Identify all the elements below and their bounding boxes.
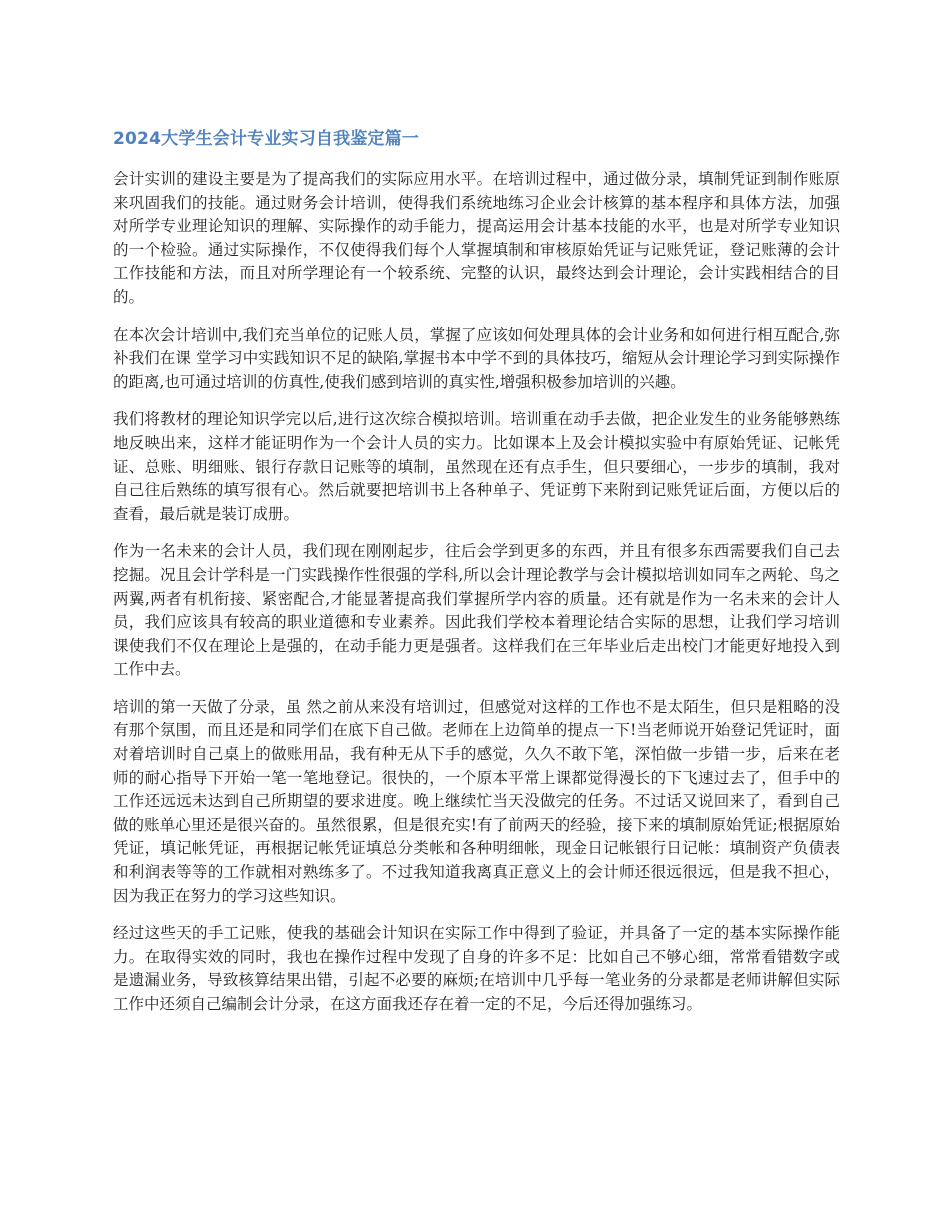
paragraph-4: 作为一名未来的会计人员，我们现在刚刚起步，往后会学到更多的东西，并且有很多东西需要我们自己去挖掘。况且会计学科是一门实践操作性很强的学科,所以会计理论教学与会计模拟培训如同车之两轮、鸟之两翼,两者有机衔接、紧密配合,才能显著提高我们掌握所学内容的质量。还有就是作为一名未来的会计人员，我们应该具有较高的职业道德和专业素养。因此我们学校本着理论结合实际的思想，让我们学习培训课使我们不仅在理论上是强的，在动手能力更是强者。这样我们在三年毕业后走出校门才能更好地投入到工作中去。 bbox=[113, 542, 840, 679]
document-page bbox=[113, 126, 840, 1031]
paragraph-5: 培训的第一天做了分录，虽 然之前从来没有培训过，但感觉对这样的工作也不是太陌生，但只是粗略的没有那个氛围，而且还是和同学们在底下自己做。老师在上边简单的提点一下!当老师说开始登记凭证时，面对着培训时自己桌上的做账用品，我有种无从下手的感觉，久久不敢下笔，深怕做一步错一步，后来在老师的耐心指导下开始一笔一笔地登记。很快的，一个原本平常上课都觉得漫长的下飞速过去了，但手中的工作还远远未达到自己所期望的要求进度。晚上继续忙当天没做完的任务。不过话又说回来了，看到自己做的账单心里还是很兴奋的。虽然很累，但是很充实!有了前两天的经验，接下来的填制原始凭证;根据原始凭证，填记帐凭证，再根据记帐凭证填总分类帐和各种明细帐，现金日记帐银行日记帐：填制资产负债表和利润表等等的工作就相对熟练多了。不过我知道我离真正意义上的会计师还很远很远，但是我不担心，因为我正在努力的学习这些知识。 bbox=[113, 697, 840, 905]
document-title: 2024大学生会计专业实习自我鉴定篇一 bbox=[113, 129, 420, 149]
paragraph-3: 我们将教材的理论知识学完以后,进行这次综合模拟培训。培训重在动手去做，把企业发生的业务能够熟练地反映出来，这样才能证明作为一个会计人员的实力。比如课本上及会计模拟实验中有原始凭证、记帐凭证、总账、明细账、银行存款日记账等的填制，虽然现在还有点手生，但只要细心，一步步的填制，我对自己往后熟练的填写很有心。然后就要把培训书上各种单子、凭证剪下来附到记账凭证后面，方便以后的查看，最后就是装订成册。 bbox=[113, 410, 840, 523]
paragraph-6: 经过这些天的手工记账，使我的基础会计知识在实际工作中得到了验证，并具备了一定的基本实际操作能力。在取得实效的同时，我也在操作过程中发现了自身的许多不足：比如自己不够心细，常常看错数字或是遗漏业务，导致核算结果出错，引起不必要的麻烦;在培训中几乎每一笔业务的分录都是老师讲解但实际工作中还须自己编制会计分录，在这方面我还存在着一定的不足，今后还得加强练习。 bbox=[113, 924, 840, 1013]
paragraph-1: 会计实训的建设主要是为了提高我们的实际应用水平。在培训过程中，通过做分录，填制凭证到制作账原来巩固我们的技能。通过财务会计培训，使得我们系统地练习企业会计核算的基本程序和具体方法，加强对所学专业理论知识的理解、实际操作的动手能力，提高运用会计基本技能的水平，也是对所学专业知识的一个检验。通过实际操作，不仅使得我们每个人掌握填制和审核原始凭证与记账凭证，登记账薄的会计工作技能和方法，而且对所学理论有一个较系统、完整的认识，最终达到会计理论，会计实践相结合的目的。 bbox=[113, 170, 840, 306]
paragraph-2: 在本次会计培训中,我们充当单位的记账人员，掌握了应该如何处理具体的会计业务和如何进行相互配合,弥补我们在课 堂学习中实践知识不足的缺陷,掌握书本中学不到的具体技巧，缩短从会计理论学习到实际操作的距离,也可通过培训的仿真性,使我们感到培训的真实性,增强积极参加培训的兴趣。 bbox=[113, 325, 840, 391]
